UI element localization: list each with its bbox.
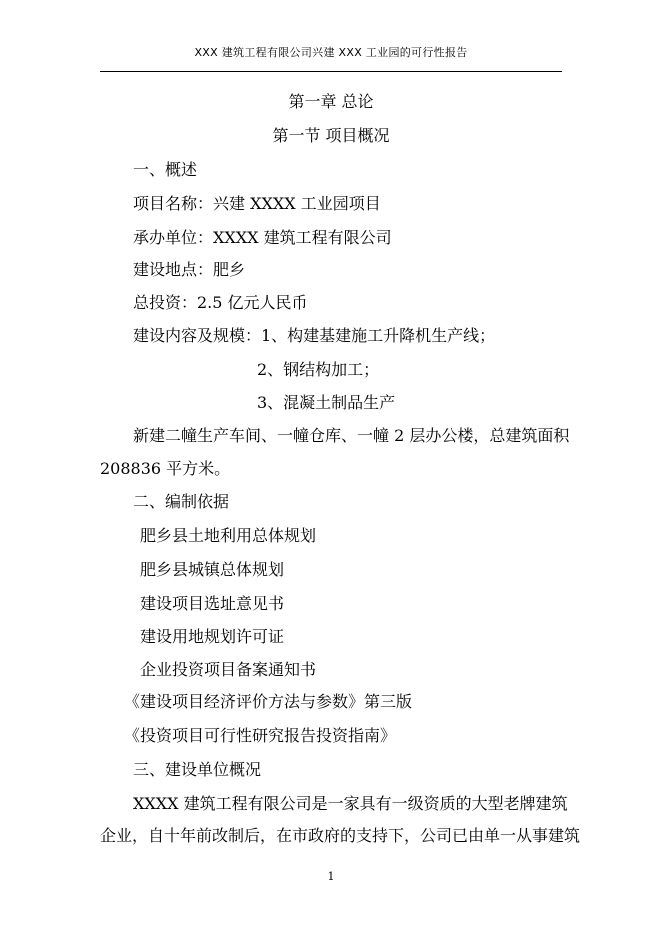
project-name: 项目名称：兴建 XXXX 工业园项目 — [133, 194, 381, 213]
basis-heading: 二、编制依据 — [133, 492, 230, 511]
company-heading: 三、建设单位概况 — [133, 760, 262, 779]
new-build-text-line2: 208836 平方米。 — [100, 459, 231, 478]
chapter-title: 第一章 总论 — [288, 92, 374, 111]
header-divider — [100, 71, 562, 72]
total-investment: 总投资：2.5 亿元人民币 — [133, 293, 308, 312]
page-number: 1 — [327, 870, 335, 883]
basis-item: 肥乡县城镇总体规划 — [140, 560, 285, 579]
construction-scope-3: 3、混凝土制品生产 — [257, 393, 396, 412]
basis-item: 企业投资项目备案通知书 — [140, 660, 317, 679]
basis-item: 《投资项目可行性研究报告投资指南》 — [124, 726, 397, 745]
new-build-text-line1: 新建二幢生产车间、一幢仓库、一幢 2 层办公楼，总建筑面积 — [133, 426, 570, 445]
basis-item: 建设用地规划许可证 — [140, 627, 285, 646]
construction-scope-1: 建设内容及规模：1、构建基建施工升降机生产线； — [133, 326, 496, 345]
basis-item: 《建设项目经济评价方法与参数》第三版 — [124, 692, 413, 711]
basis-item: 肥乡县土地利用总体规划 — [140, 526, 317, 545]
organizer: 承办单位：XXXX 建筑工程有限公司 — [133, 228, 392, 247]
construction-scope-2: 2、钢结构加工； — [257, 360, 380, 379]
section-title: 第一节 项目概况 — [272, 126, 390, 145]
basis-item: 建设项目选址意见书 — [140, 594, 285, 613]
running-header: XXX 建筑工程有限公司兴建 XXX 工业园的可行性报告 — [194, 46, 468, 59]
construction-location: 建设地点：肥乡 — [133, 260, 246, 279]
overview-heading: 一、概述 — [133, 160, 198, 179]
company-paragraph-line2: 企业，自十年前改制后，在市政府的支持下，公司已由单一从事建筑 — [100, 826, 581, 845]
company-paragraph-line1: XXXX 建筑工程有限公司是一家具有一级资质的大型老牌建筑 — [133, 794, 568, 813]
